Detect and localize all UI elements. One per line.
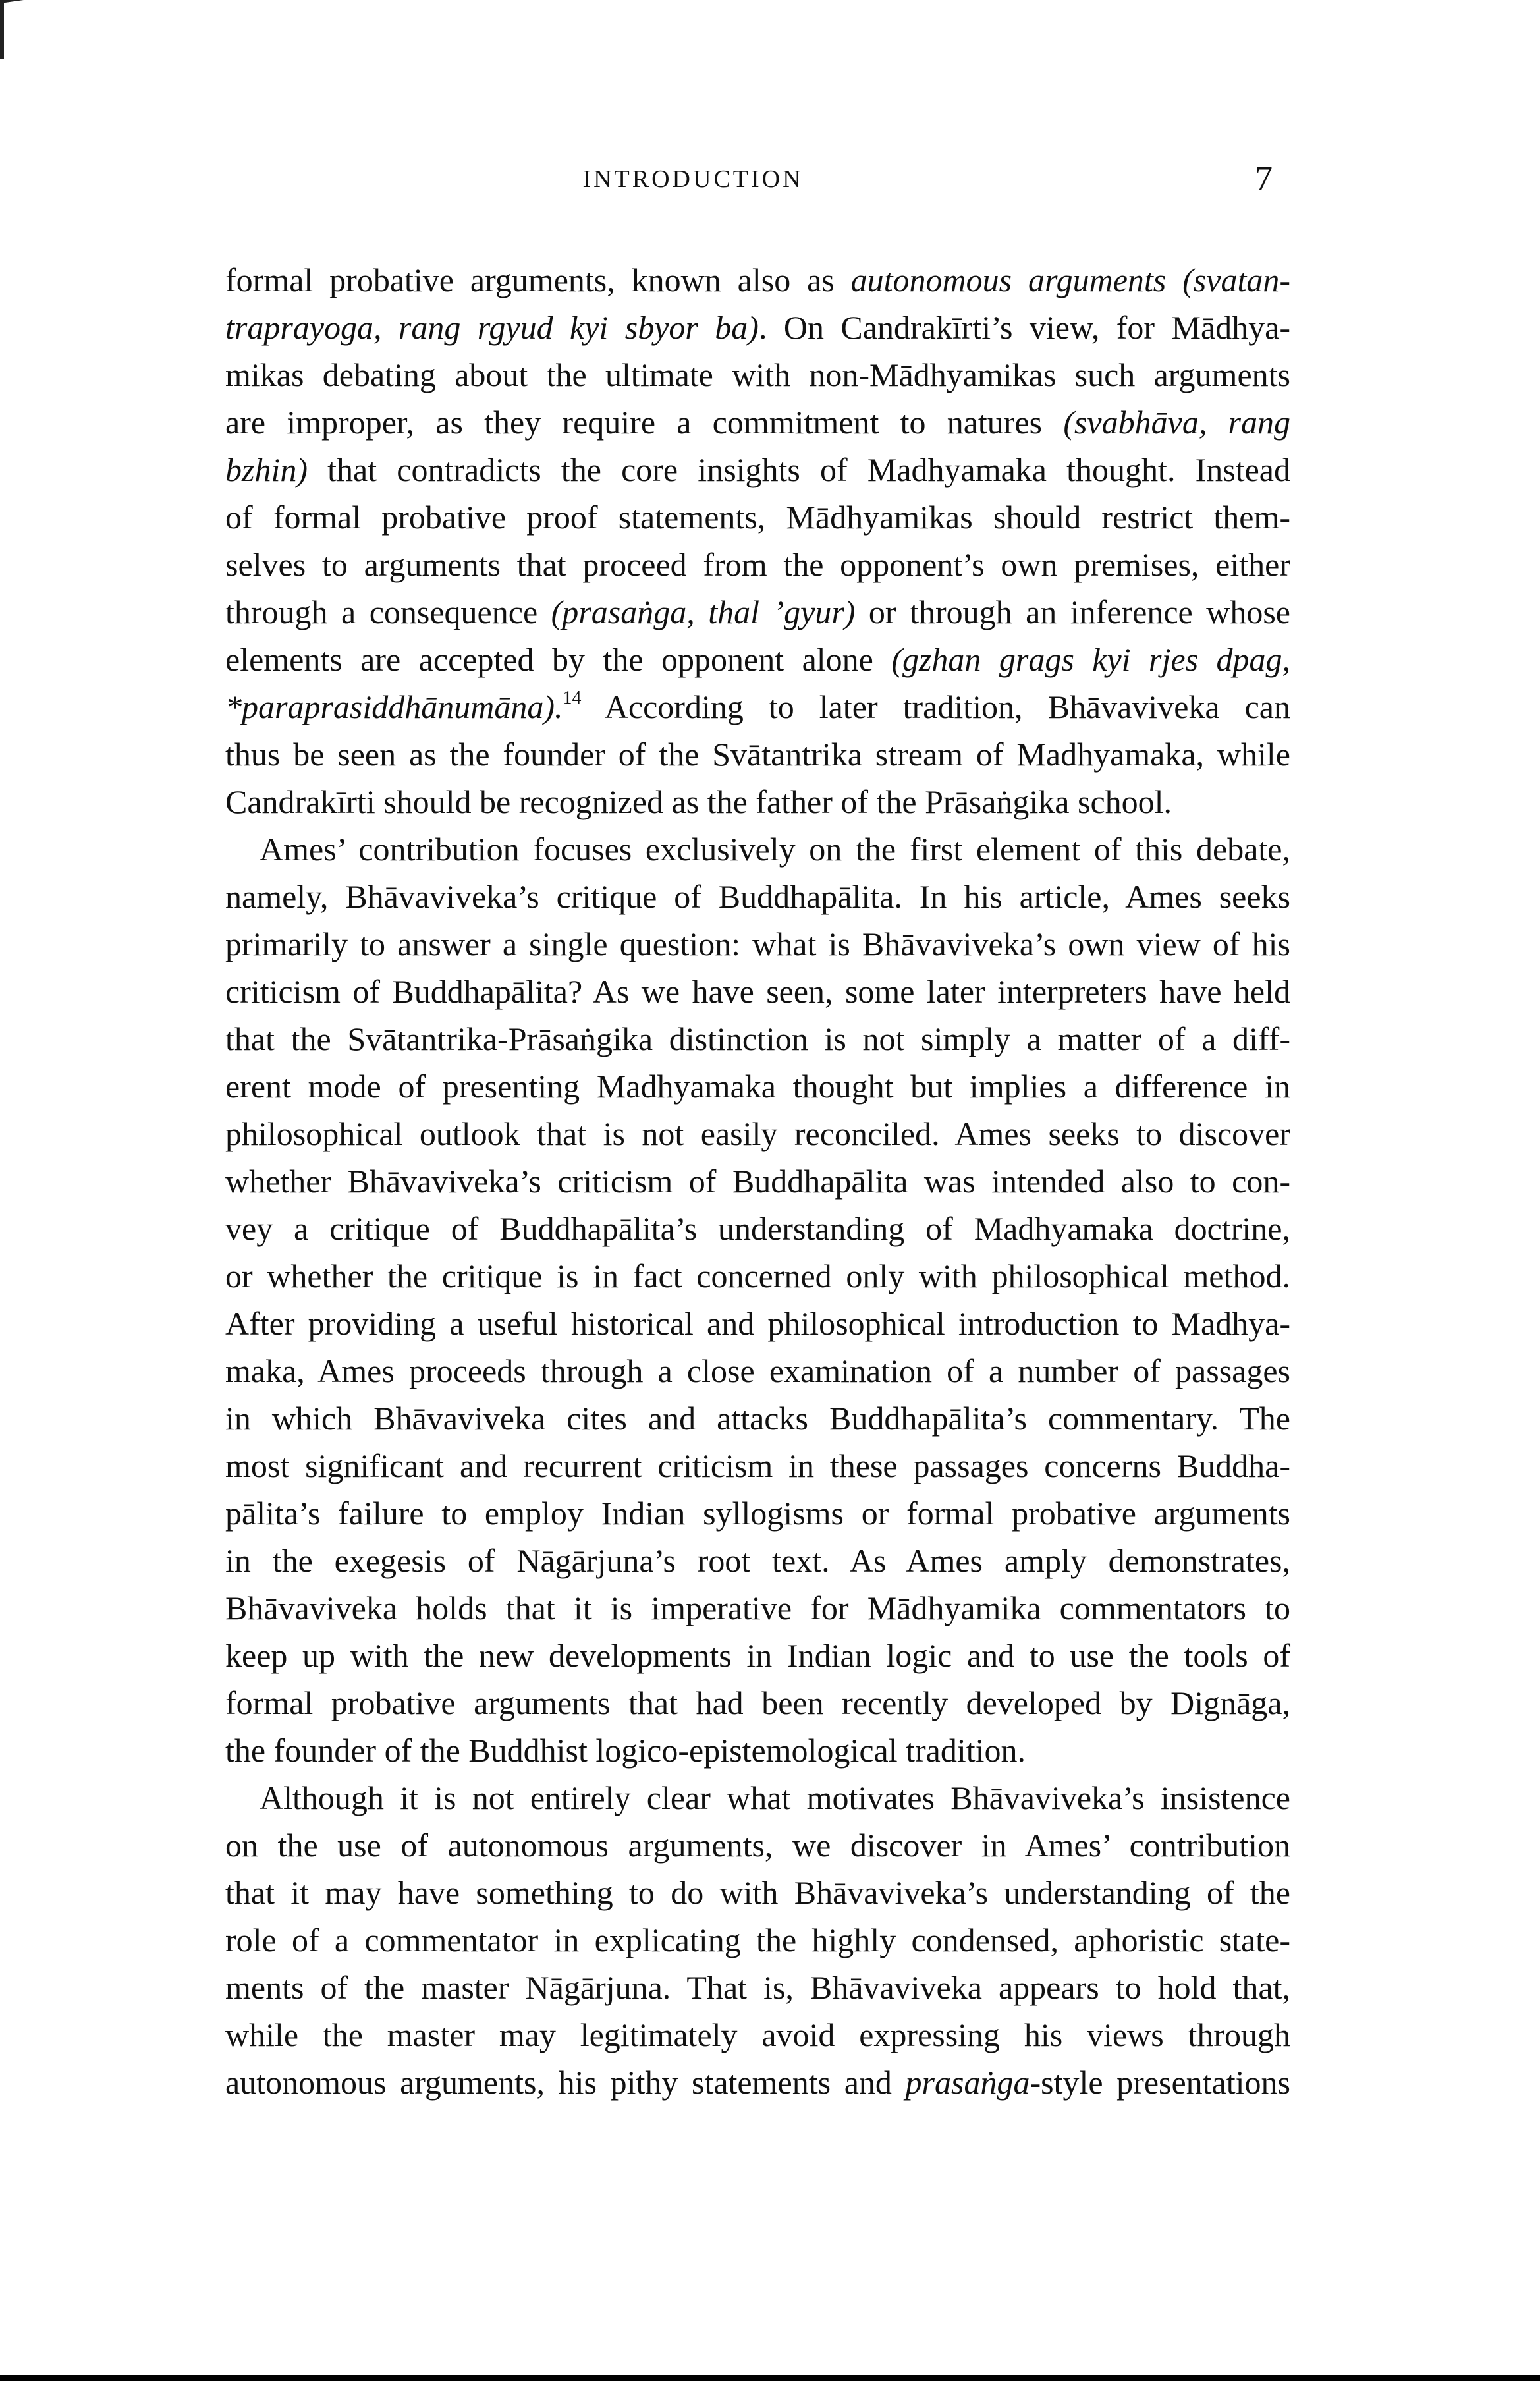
text-run: in the exegesis of Nāgārjuna’s root text. As Ames amply demonstrates, — [225, 1542, 1290, 1579]
text-run: pālita’s failure to employ Indian syllogisms or formal probative arguments — [225, 1495, 1290, 1532]
text-line — [225, 1632, 1290, 1679]
italic-term: *paraprasiddhānumāna). — [225, 688, 563, 725]
text-line — [225, 2011, 1290, 2059]
text-line — [225, 1727, 1290, 1774]
text-run: keep up with the new developments in Indian logic and to use the tools of — [225, 1637, 1290, 1674]
italic-term: bzhin) — [225, 451, 308, 488]
text-line — [225, 1442, 1290, 1489]
italic-term: (gzhan grags kyi rjes dpag, — [891, 641, 1290, 678]
text-run: or whether the critique is in fact concerned only with philosophical method. — [225, 1258, 1290, 1294]
text-line — [225, 778, 1290, 825]
text-run: in which Bhāvaviveka cites and attacks Buddhapālita’s commentary. The — [225, 1400, 1290, 1437]
text-line — [225, 1537, 1290, 1584]
text-line — [225, 1300, 1290, 1347]
text-run: are improper, as they require a commitment to natures — [225, 404, 1064, 441]
text-line — [225, 351, 1290, 399]
text-line — [225, 920, 1290, 968]
text-line — [225, 1584, 1290, 1632]
text-line — [225, 1964, 1290, 2011]
text-run: through a consequence — [225, 594, 551, 630]
text-line — [225, 1916, 1290, 1964]
text-run: elements are accepted by the opponent alone — [225, 641, 892, 678]
text-run: Candrakīrti should be recognized as the father of the Prāsaṅgika school. — [225, 783, 1172, 820]
text-run: criticism of Buddhapālita? As we have seen, some later interpreters have held — [225, 973, 1290, 1010]
text-run: formal probative arguments, known also as — [225, 262, 851, 298]
italic-term: autonomous arguments (svatan- — [850, 262, 1290, 298]
text-line — [225, 541, 1290, 588]
scan-edge-mark — [0, 0, 26, 3]
text-line — [225, 399, 1290, 446]
text-line — [225, 1869, 1290, 1916]
text-line — [225, 256, 1290, 304]
text-line — [225, 825, 1290, 873]
text-run: vey a critique of Buddhapālita’s understanding of Madhyamaka doctrine, — [225, 1210, 1290, 1247]
text-run: autonomous arguments, his pithy statements and — [225, 2064, 906, 2101]
text-line — [225, 1347, 1290, 1395]
text-run: role of a commentator in explicating the highly condensed, aphoristic state- — [225, 1922, 1290, 1958]
text-run: . On Candrakīrti’s view, for Mādhya- — [758, 309, 1290, 346]
text-run: of formal probative proof statements, Mādhyamikas should restrict them- — [225, 499, 1290, 536]
running-header: INTRODUCTION — [582, 165, 804, 193]
text-line — [225, 1679, 1290, 1727]
page-number: 7 — [1255, 159, 1273, 198]
text-run: that the Svātantrika-Prāsaṅgika distinction is not simply a matter of a diff- — [225, 1020, 1290, 1057]
text-run: maka, Ames proceeds through a close examination of a number of passages — [225, 1352, 1290, 1389]
italic-term: prasaṅga — [905, 2064, 1030, 2101]
text-line — [225, 683, 1290, 731]
paragraph — [225, 825, 1290, 1774]
text-run: thus be seen as the founder of the Svātantrika stream of Madhyamaka, while — [225, 736, 1290, 773]
text-line — [225, 1015, 1290, 1063]
text-run: ments of the master Nāgārjuna. That is, Bhāvaviveka appears to hold that, — [225, 1969, 1290, 2006]
text-run: or through an inference whose — [855, 594, 1291, 630]
text-line — [225, 1489, 1290, 1537]
text-line — [225, 588, 1290, 636]
body-text — [225, 256, 1290, 2106]
text-run: After providing a useful historical and philosophical introduction to Madhya- — [225, 1305, 1290, 1342]
text-line — [225, 1063, 1290, 1110]
scan-edge-mark — [0, 0, 4, 59]
text-line — [225, 731, 1290, 778]
text-run: whether Bhāvaviveka’s criticism of Buddhapālita was intended also to con- — [225, 1163, 1290, 1200]
footnote-ref: 14 — [563, 688, 582, 708]
text-run: that contradicts the core insights of Madhyamaka thought. Instead — [308, 451, 1290, 488]
text-line — [225, 1157, 1290, 1205]
text-run: namely, Bhāvaviveka’s critique of Buddhapālita. In his article, Ames seeks — [225, 878, 1290, 915]
text-run: the founder of the Buddhist logico-epistemological tradition. — [225, 1732, 1026, 1769]
text-line — [225, 2059, 1290, 2106]
text-run: According to later tradition, Bhāvaviveka can — [581, 688, 1290, 725]
text-run: selves to arguments that proceed from the opponent’s own premises, either — [225, 546, 1290, 583]
text-run: Although it is not entirely clear what motivates Bhāvaviveka’s insistence — [260, 1779, 1290, 1816]
text-run: while the master may legitimately avoid expressing his views through — [225, 2016, 1290, 2053]
text-line — [225, 446, 1290, 493]
text-run: on the use of autonomous arguments, we discover in Ames’ contribution — [225, 1827, 1290, 1864]
text-line — [225, 1395, 1290, 1442]
text-run: erent mode of presenting Madhyamaka thought but implies a difference in — [225, 1068, 1290, 1105]
text-run: that it may have something to do with Bhāvaviveka’s understanding of the — [225, 1874, 1290, 1911]
italic-term: traprayoga, rang rgyud kyi sbyor ba) — [225, 309, 759, 346]
text-line — [225, 1205, 1290, 1252]
text-line — [225, 493, 1290, 541]
text-line — [225, 1110, 1290, 1157]
text-run: formal probative arguments that had been recently developed by Dignāga, — [225, 1684, 1290, 1721]
text-line — [225, 968, 1290, 1015]
text-line — [225, 636, 1290, 683]
italic-term: (prasaṅga, thal ’gyur) — [551, 594, 856, 630]
text-line — [225, 304, 1290, 351]
text-line — [225, 1821, 1290, 1869]
text-run: most significant and recurrent criticism in these passages concerns Buddha- — [225, 1447, 1290, 1484]
scan-bottom-edge — [0, 2375, 1540, 2381]
text-run: Bhāvaviveka holds that it is imperative for Mādhyamika commentators to — [225, 1590, 1290, 1626]
text-run: -style presentations — [1030, 2064, 1290, 2101]
text-run: primarily to answer a single question: what is Bhāvaviveka’s own view of his — [225, 926, 1290, 962]
text-line — [225, 1252, 1290, 1300]
paragraph — [225, 1774, 1290, 2106]
text-run: mikas debating about the ultimate with non-Mādhyamikas such arguments — [225, 356, 1290, 393]
text-line — [225, 873, 1290, 920]
paragraph — [225, 256, 1290, 825]
italic-term: (svabhāva, rang — [1063, 404, 1291, 441]
text-line — [225, 1774, 1290, 1821]
text-run: philosophical outlook that is not easily reconciled. Ames seeks to discover — [225, 1115, 1290, 1152]
text-run: Ames’ contribution focuses exclusively on the first element of this debate, — [260, 831, 1290, 868]
